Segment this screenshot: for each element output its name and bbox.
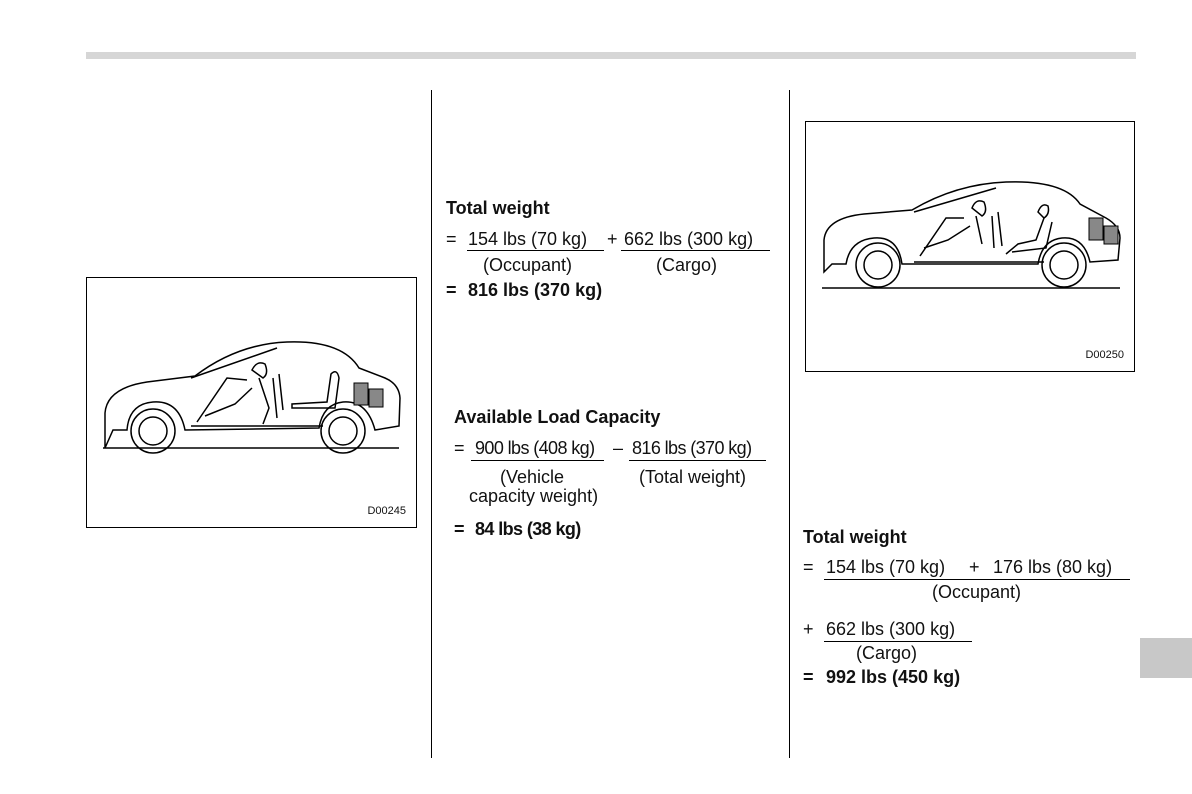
- header-rule: [86, 52, 1136, 59]
- equals-sign: =: [446, 280, 457, 300]
- vehicle-label: (Vehicle: [500, 467, 565, 487]
- underline: [621, 250, 770, 251]
- underline: [467, 250, 604, 251]
- column-divider-right: [789, 90, 790, 758]
- plus-sign: +: [969, 557, 980, 577]
- equals-sign: =: [803, 667, 814, 687]
- cargo-label: (Cargo): [856, 643, 918, 663]
- capacity-weight-label: capacity weight): [469, 486, 599, 506]
- equals-sign: =: [454, 519, 464, 539]
- plus-sign: +: [607, 229, 618, 249]
- total-weight-value: 816 lbs (370 kg): [632, 438, 752, 458]
- available-load-capacity-heading: Available Load Capacity: [454, 407, 661, 427]
- occupant-label: (Occupant): [483, 255, 573, 275]
- underline: [629, 460, 766, 461]
- underline: [824, 641, 972, 642]
- figure-left: [86, 277, 417, 528]
- column-divider-left: [431, 90, 432, 758]
- total-weight-result: 992 lbs (450 kg): [826, 667, 961, 687]
- plus-sign: +: [803, 619, 814, 639]
- minus-sign: –: [613, 438, 624, 458]
- equals-sign: =: [454, 438, 465, 458]
- car-two-occupants-illustration: [806, 122, 1134, 371]
- total-weight-result: 816 lbs (370 kg): [468, 280, 603, 300]
- underline: [824, 579, 1130, 580]
- figure-id-label: D00250: [1085, 349, 1124, 361]
- figure-right: [805, 121, 1135, 372]
- figure-id-label: D00245: [367, 505, 406, 517]
- occupant-weight-value: 154 lbs (70 kg): [468, 229, 588, 249]
- total-weight-label: (Total weight): [639, 467, 747, 487]
- occupant-label: (Occupant): [932, 582, 1022, 602]
- vehicle-capacity-value: 900 lbs (408 kg): [475, 438, 595, 458]
- cargo-weight-value: 662 lbs (300 kg): [826, 619, 956, 639]
- available-capacity-result: 84 lbs (38 kg): [475, 519, 581, 539]
- total-weight-heading: Total weight: [803, 527, 907, 547]
- equals-sign: =: [446, 229, 457, 249]
- car-one-occupant-illustration: [87, 278, 416, 527]
- occupant2-weight-value: 176 lbs (80 kg): [993, 557, 1113, 577]
- equals-sign: =: [803, 557, 814, 577]
- cargo-weight-value: 662 lbs (300 kg): [624, 229, 754, 249]
- occupant1-weight-value: 154 lbs (70 kg): [826, 557, 946, 577]
- cargo-label: (Cargo): [656, 255, 718, 275]
- total-weight-heading: Total weight: [446, 198, 550, 218]
- underline: [471, 460, 604, 461]
- chapter-tab: [1140, 638, 1192, 678]
